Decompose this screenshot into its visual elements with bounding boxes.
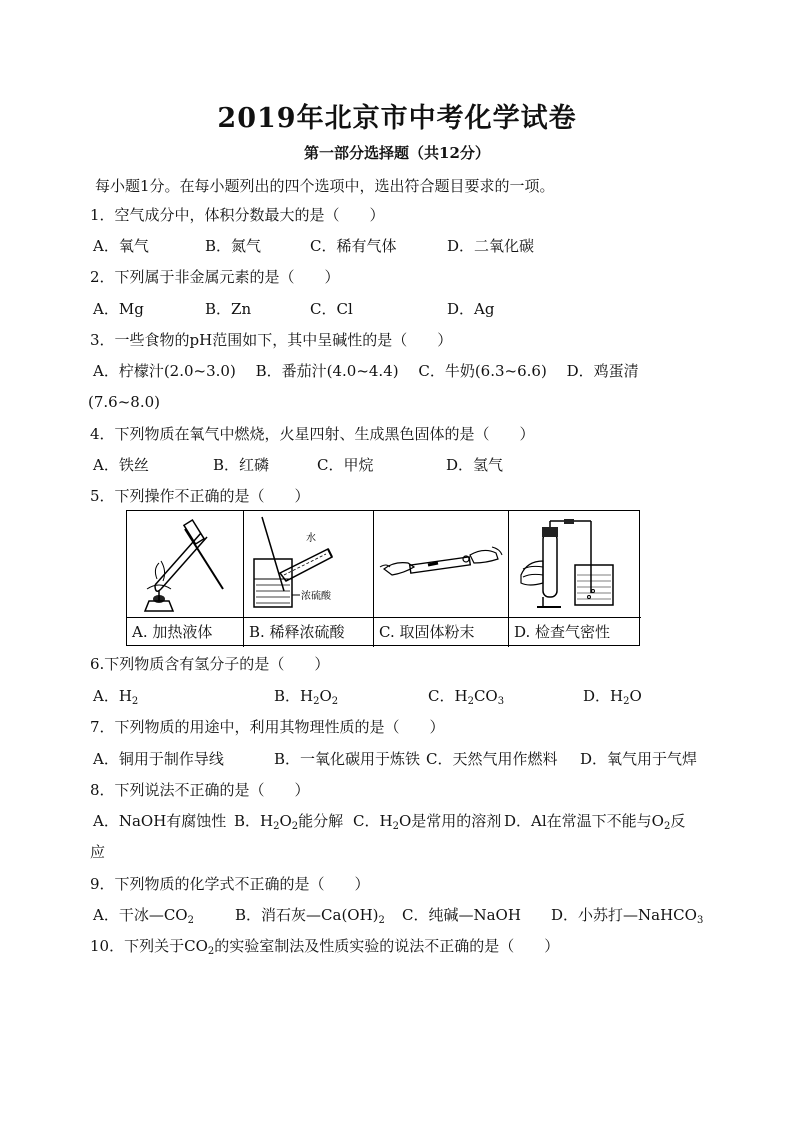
q6-option-b: B．$H_2O_2$ [274,687,339,707]
q4-option-c: C．甲烷 [317,456,374,474]
q1-stem: 1．空气成分中，体积分数最大的是（ ） [90,206,385,224]
q5-cell-d [509,511,641,647]
q5-caption-a: A. 加热液体 [127,617,243,647]
solid-powder-illustration [374,511,508,617]
q5-stem: 5．下列操作不正确的是（ ） [90,487,310,505]
instruction-text: 每小题1分。在每小题列出的四个选项中，选出符合题目要求的一项。 [95,177,555,195]
q5-cell-b [244,511,374,647]
q2-stem: 2．下列属于非金属元素的是（ ） [90,268,340,286]
q7-option-b: B．一氧化碳用于炼铁 [274,750,421,768]
q7-option-a: A．铜用于制作导线 [93,750,224,768]
q8-option-c: C．$H_2O$是常用的溶剂 [353,812,502,832]
section-heading: 第一部分选择题（共12分） [304,144,490,162]
q8-option-b: B．$H_2O_2$能分解 [234,812,344,832]
airtightness-illustration [509,511,641,617]
q5-caption-b: B. 稀释浓硫酸 [244,617,373,647]
q4-stem: 4．下列物质在氧气中燃烧，火星四射、生成黑色固体的是（ ） [90,425,535,443]
q9-stem: 9．下列物质的化学式不正确的是（ ） [90,875,370,893]
page-title: 2019年北京市中考化学试卷 [217,103,577,134]
q8-option-a: A．NaOH有腐蚀性 [93,812,227,830]
q7-stem: 7．下列物质的用途中，利用其物理性质的是（ ） [90,718,445,736]
q3-options-line2: (7.6~8.0) [88,393,160,411]
q8-option-d-continued: 应 [90,843,106,861]
q5-figure-table [126,510,640,646]
q1-option-a: A．氧气 [93,237,149,255]
q5-cell-c [374,511,509,647]
q6-option-c: C．$H_2CO_3$ [428,687,505,707]
q3-options-line1: A．柠檬汁(2.0~3.0) B．番茄汁(4.0~4.4) C．牛奶(6.3~6.6) D．鸡蛋清 [93,362,639,380]
q5-cell-a [127,511,244,647]
q9-option-d: D．小苏打—NaHCO$_3$ [551,906,704,926]
q3-stem: 3．一些食物的pH范围如下，其中呈碱性的是（ ） [90,331,453,349]
q1-option-b: B．氮气 [205,237,262,255]
q9-option-a: A．干冰$—CO_2$ [93,906,194,926]
q2-option-b: B．Zn [205,300,252,318]
q4-option-a: A．铁丝 [93,456,149,474]
q4-option-d: D．氢气 [446,456,504,474]
q2-option-c: C．Cl [310,300,353,318]
q6-option-d: D．$H_2O$ [583,687,642,707]
q4-option-b: B．红磷 [213,456,270,474]
q2-option-a: A．Mg [93,300,144,318]
q10-stem: 10．下列关于$CO_2$的实验室制法及性质实验的说法不正确的是（ ） [90,937,560,957]
q9-option-b: B．消石灰$—Ca(OH)_2$ [235,906,385,926]
q7-option-d: D．氧气用于气焊 [580,750,698,768]
q7-option-c: C．天然气用作燃料 [426,750,558,768]
water-label: 水 [306,533,316,544]
heating-liquid-illustration [127,511,243,617]
q2-option-d: D．Ag [447,300,495,318]
q8-stem: 8．下列说法不正确的是（ ） [90,781,310,799]
q6-option-a: A．$H_2$ [93,687,139,707]
acid-label: 浓硫酸 [301,591,331,602]
q6-stem: 6.下列物质含有氢分子的是（ ） [90,655,330,673]
q1-option-c: C．稀有气体 [310,237,397,255]
q9-option-c: C．纯碱—NaOH [402,906,521,924]
q5-caption-c: C. 取固体粉末 [374,617,508,647]
diluting-acid-illustration [244,511,373,617]
q1-option-d: D．二氧化碳 [447,237,535,255]
q8-option-d: D．Al在常温下不能与$O_2$反 [504,812,686,832]
q5-caption-d: D. 检查气密性 [509,617,641,647]
